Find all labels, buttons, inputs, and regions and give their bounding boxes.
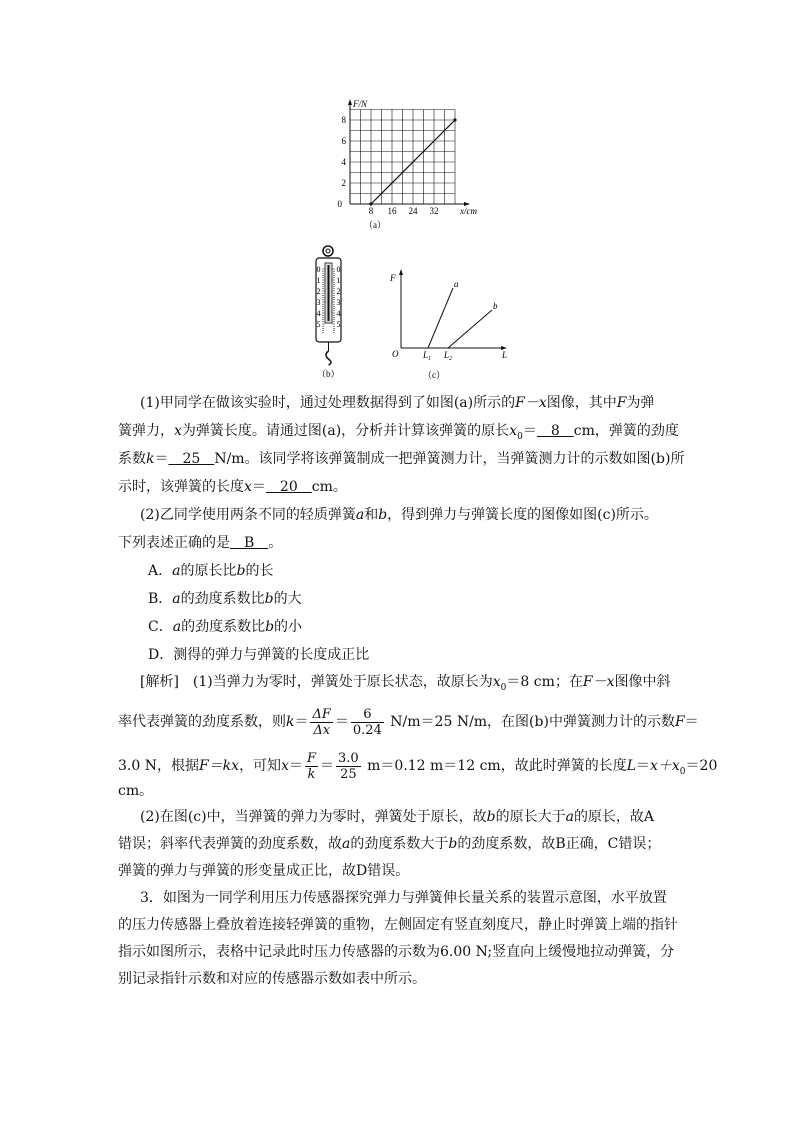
fraction-3-25: $\frac{3.0}{25}$ (338, 750, 359, 782)
solution-line-3: 3.0 N，根据F＝kx，可知x＝ $\frac{F}{k}$ ＝ $\frac{3.0}{25}$ m＝0.12 m＝12 cm，故此时弹簧的长度$L=x+x_0=20$ (118, 750, 718, 782)
y-tick-label: 4 (341, 157, 346, 167)
y-tick-label: 0 (337, 199, 342, 209)
line-a (428, 288, 453, 348)
y-tick-label: 8 (341, 115, 346, 125)
fraction-F-k: $\frac{F}{k}$ (306, 750, 316, 782)
scale-number-left: 2 (316, 287, 321, 296)
solution-line-4: cm。 (118, 783, 154, 799)
answer-x0: 8 (536, 423, 574, 439)
fraction-6-024: $\frac{6}{0.24}$ (352, 706, 382, 738)
scale-number-right: 0 (336, 265, 341, 274)
y-tick-label: 6 (341, 136, 346, 146)
solution-line-5: (2)在图(c)中，当弹簧的弹力为零时，弹簧处于原长，故b的原长大于a的原长，故A (140, 809, 655, 825)
q3-line-2: 的压力传感器上叠放着连接轻弹簧的重物，左侧固定有竖直刻度尺，静止时弹簧上端的指针 (118, 917, 678, 933)
q2-line-1: (2)乙同学使用两条不同的轻质弹簧a和b，得到弹力与弹簧长度的图像如图(c)所示。 (140, 507, 658, 523)
line-b (448, 310, 492, 348)
scale-number-left: 5 (316, 320, 321, 329)
q2-line-2: 下列表述正确的是 B 。 (118, 535, 283, 551)
figure-b-spring-scale (308, 243, 356, 383)
line-b-label: b (493, 301, 498, 311)
figure-c-caption: （c） (423, 370, 445, 380)
scale-number-left: 0 (316, 265, 321, 274)
x-tick-label: 24 (408, 206, 418, 216)
q3-line-4: 别记录指针示数和对应的传感器示数如表中所示。 (118, 971, 426, 987)
scale-number-left: 4 (316, 309, 321, 318)
F-axis-label: F (390, 273, 396, 283)
scale-number-right: 2 (336, 287, 341, 296)
figure-b-caption: （b） (317, 369, 340, 379)
q1-line-3: 系数k＝ 25 N/m。该同学将该弹簧制成一把弹簧测力计，当弹簧测力计的示数如图(b)所 (118, 451, 685, 467)
scale-number-right: 5 (336, 320, 341, 329)
solution-line-2: 率代表弹簧的劲度系数，则k＝ $\frac{\Delta F}{\Delta x}$ ＝ $\frac{6}{0.24}$ N/m＝25 N/m，在图(b)中弹簧测力计的示数F＝ (118, 706, 699, 738)
scale-number-left: 1 (316, 276, 321, 285)
line-a-label: a (454, 279, 459, 289)
figure-c-chart (385, 266, 515, 384)
origin-label: O (392, 349, 399, 359)
q3-line-3: 指示如图所示，表格中记录此时压力传感器的示数为6.00 N;竖直向上缓慢地拉动弹簧，分 (118, 944, 675, 960)
L2-label: $L_2$ (444, 350, 453, 362)
answer-x: 20 (265, 479, 312, 495)
L1-label: $L_1$ (423, 350, 432, 362)
option-d: D．测得的弹力与弹簧的长度成正比 (148, 647, 370, 663)
y-tick-label: 2 (341, 178, 346, 188)
x-axis-label: x/cm (460, 206, 477, 216)
solution-line-7: 弹簧的弹力与弹簧的形变量成正比，故D错误。 (118, 863, 410, 879)
scale-number-right: 4 (336, 309, 341, 318)
solution-line-1: [解析] (1)当弹力为零时，弹簧处于原长状态，故原长为$x_0=8$ cm；在F－x图像中斜 (140, 674, 671, 693)
data-point (453, 118, 456, 121)
q1-line-4: 示时，该弹簧的长度x＝ 20 cm。 (118, 479, 347, 495)
answer-q2: B (230, 535, 269, 551)
q1-line-1: (1)甲同学在做该实验时，通过处理数据得到了如图(a)所示的F－x图像，其中F为弹 (140, 395, 655, 411)
option-a: A．a的原长比b的长 (148, 563, 274, 579)
x-tick-label: 8 (368, 206, 374, 216)
x-tick-label: 16 (387, 206, 397, 216)
q3-line-1: 3．如图为一同学利用压力传感器探究弹力与弹簧伸长量关系的装置示意图，水平放置 (140, 890, 667, 906)
q1-line-2: 簧弹力，x为弹簧长度。请通过图(a)，分析并计算该弹簧的原长$x_0=$ 8 cm，弹簧的劲度 (118, 423, 679, 442)
figure-a-chart (330, 95, 480, 235)
figure-a-caption: （a） (364, 220, 386, 230)
scale-number-left: 3 (316, 298, 321, 307)
answer-k: 25 (168, 451, 215, 467)
scale-number-right: 1 (336, 276, 341, 285)
y-axis-label: F/N (353, 99, 368, 109)
L-axis-label: L (502, 350, 508, 360)
option-b: B．a的劲度系数比b的大 (148, 591, 302, 607)
solution-line-6: 错误；斜率代表弹簧的劲度系数，故a的劲度系数大于b的劲度系数，故B正确，C错误； (118, 836, 661, 852)
scale-number-right: 3 (336, 298, 341, 307)
option-c: C．a的劲度系数比b的小 (148, 619, 303, 635)
fraction-dF-dx: $\frac{\Delta F}{\Delta x}$ (312, 706, 331, 738)
x-tick-label: 32 (429, 206, 439, 216)
